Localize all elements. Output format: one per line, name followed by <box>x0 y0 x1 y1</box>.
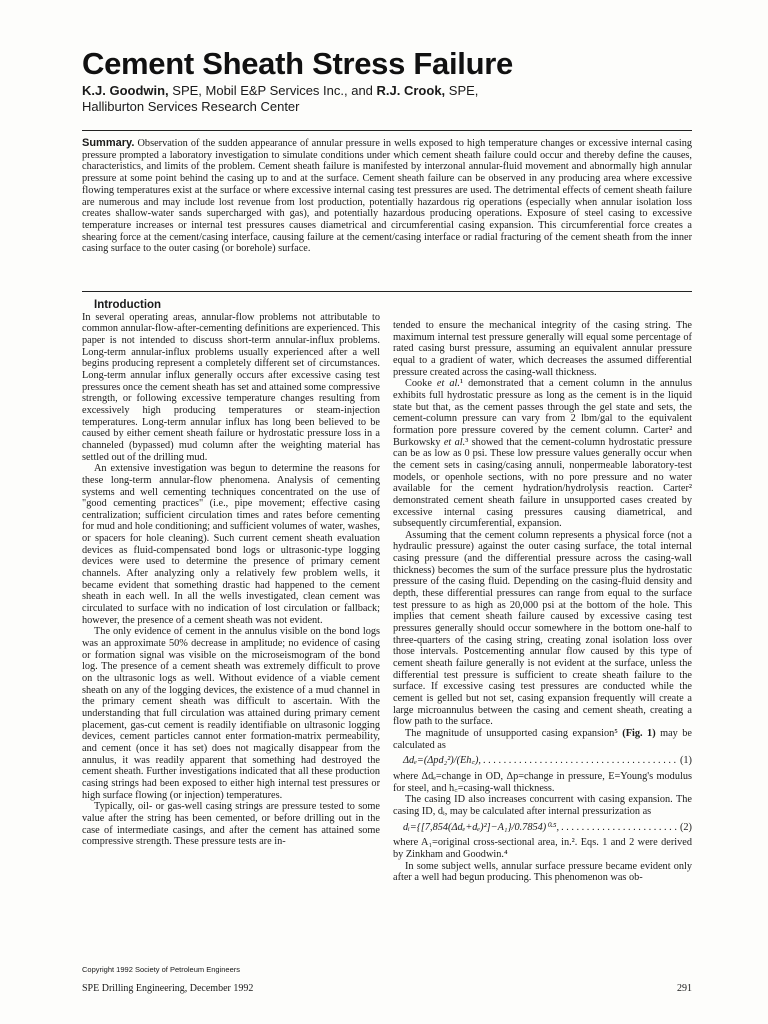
equation-2-number: (2) <box>679 821 692 833</box>
equation-leader <box>483 755 678 767</box>
right-column <box>393 320 692 884</box>
affiliation-spe: SPE, <box>445 83 479 98</box>
text-run: ³ showed that the cement-column hydrostatic pressure can be as low as 0 psi. These low pressure values generally occur when the cement sets in casing/casing annuli, nonpermeable laboratory-test models, or openhole sections, with no pore pressure and no water available for the cement hydration/hydrolysis reaction. Carter² demonstrated cement sheath failure in unsupported cases created by excessive internal casing pressures causing diametrical, and subsequently circumferential, expansion. <box>393 436 692 530</box>
left-column <box>82 300 380 848</box>
copyright-notice: Copyright 1992 Society of Petroleum Engineers <box>82 965 241 974</box>
divider-middle <box>82 291 692 292</box>
right-paragraph-5: where Δdₑ=change in OD, Δp=change in pressure, E=Young's modulus for steel, and h꜀=casing-wall thickness. <box>393 770 692 794</box>
italic-etal: et al. <box>436 378 460 390</box>
right-paragraph-2 <box>393 378 692 530</box>
right-paragraph-3: Assuming that the cement column represents a physical force (not a hydraulic pressure) against the outer casing surface, the total internal casing pressure (and the differential pressure across the casing-wall thickness) becomes the sum of the surface pressure plus the hydrostatic pressure of the casing fluid. Depending on the casing-fluid density and depth, these differential pressures can range from equal to the surface test pressure to as high as 20,000 psi at the bottom of the hole. This implies that cement sheath failure caused by excessive casing test pressures generally should occur somewhere in the bottom one-half to three-quarters of the casing string, creating zonal isolation loss over those intervals. Postcementing annular flow caused by this type of cement sheath failure generally is not evident at the surface, unless the differential test pressure is sufficient to create sheath failure to the surface. If excessive casing test pressures are conducted while the cement is gelled but not set, casing expansion frequently will create a large microannulus between the casing and cement sheath, creating a flow path to the surface. <box>393 529 692 728</box>
intro-paragraph-2: An extensive investigation was begun to determine the reasons for these long-term annular-flow phenomena. Analysis of cementing systems and well cementing techniques concentrated on the use of "good cementing practices" (i.e., pipe movement; effective casing centralization; sufficient circulation times and rates before cementing for mud and hole conditioning; and sufficient volumes of water, washes, or spacers for hole cleaning). Such current cement sheath evaluation devices as fluid-compensated bond logs or ultrasonic-type logging devices were used to determine the presence of primary cement channels. After analyzing only a relatively few problem wells, it became evident that something drastic had happened to the cement sheath in each well. In all the wells investigated, clean cement was circulated to surface with no indication of lost circulation or fallback; however, the presence of a cement sheath was not evident. <box>82 463 380 626</box>
summary-paragraph <box>82 138 692 255</box>
intro-paragraph-1: In several operating areas, annular-flow problems not attributable to common annular-flow-after-cementing definitions are experienced. This paper is not intended to discuss short-term annular-influx problems. Long-term annular-influx problems usually experienced after a well begins producing represent a completely different set of circumstances. Long-term annular influx generally occurs after excessive casing test pressures once the cement sheath has set and attained some compressive strength, or following excessive temperature changes resulting from excessively high producing temperatures or steam-injection temperatures. Long-term annular influx has long been believed to be caused by either cement sheath failure or hydrostatic pressure loss in a channeled (bypassed) mud column after the weighting material has settled out of the drilling mud. <box>82 311 380 463</box>
right-paragraph-7: where A₁=original cross-sectional area, in.². Eqs. 1 and 2 were derived by Zinkham and Goodwin.⁴ <box>393 837 692 860</box>
divider-top <box>82 130 692 131</box>
text-run: Cooke <box>405 378 437 390</box>
right-paragraph-4 <box>393 728 692 751</box>
page-number: 291 <box>677 983 692 994</box>
text-run: ¹ demonstrated that a cement column in the annulus exhibits full hydrostatic pressure as long as the cement is in the liquid state but that, as the cement passes through the gel state and sets, the cement-column pressure can vary from 2 lbm/gal to the equivalent formation pore pressure covered by the cement column. Carter² and Burkowsky <box>393 378 692 448</box>
equation-1-number: (1) <box>679 755 692 767</box>
affiliation-halliburton: Halliburton Services Research Center <box>82 99 300 114</box>
equation-1-formula: Δdₑ=(Δpd₂²)/(Eh꜀), <box>403 755 481 767</box>
equation-2 <box>403 822 692 834</box>
right-paragraph-1: tended to ensure the mechanical integrity of the casing string. The maximum internal test pressure generally will equal some percentage of rated casing burst pressure, assuming an equivalent annular pressure equal to a gradient of water, which decreases the assumed differential pressure created across the casing-wall thickness. <box>393 320 692 378</box>
right-paragraph-8: In some subject wells, annular surface pressure became evident only after a well had begun producing. This phenomenon was ob- <box>393 860 692 884</box>
summary-text: Observation of the sudden appearance of annular pressure in wells exposed to high temperature changes or excessive internal casing pressure prompted a laboratory investigation to simulate conditions under which cement sheath failure could occur and thereby define the causes, characteristics, and limits of the problem. Cement sheath failure is manifested by interzonal annular-fluid movement and abnormally high annular pressure at some point behind the casing up to and at the surface. Cement sheath failure can be observed in any producing area where excessive flowing temperatures exist at the surface or where excessive internal casing test pressures are used. The detrimental effects of cement sheath failure are numerous and may include lost revenue from lost production, potentially hazardous rig operations (especially when annular isolation loss creates shallow-water sands supercharged with gas), and potentially hazardous producing operations. Exposure of steel casing to excessive temperature increases or internal test pressures causes diametrical and circumferential casing expansion. This circumferential force creates a shearing force at the cement/casing interface, causing failure at the cement/casing interface or radial fracturing of the cement sheath from the inner casing surface to the outer casing (or borehole) surface. <box>82 138 692 255</box>
summary-label: Summary. <box>82 137 135 149</box>
text-run: The magnitude of unsupported casing expansion⁵ <box>405 727 623 739</box>
equation-leader <box>561 822 678 834</box>
paper-title: Cement Sheath Stress Failure <box>82 46 513 81</box>
journal-footer: SPE Drilling Engineering, December 1992 <box>82 983 254 994</box>
intro-paragraph-4: Typically, oil- or gas-well casing strings are pressure tested to some value after the string has been cemented, or before drilling out in the case of intermediate casings, and after the cement has attained some compressive strength. These pressure tests are in- <box>82 801 380 848</box>
affiliation-mobil: SPE, Mobil E&P Services Inc., and <box>168 83 377 98</box>
text-run: may be calculated as <box>393 727 692 751</box>
author-block <box>82 83 692 115</box>
right-paragraph-6: The casing ID also increases concurrent with casing expansion. The casing ID, dᵢ, may be calculated after internal pressurization as <box>393 794 692 817</box>
figure-reference: (Fig. 1) <box>622 727 656 739</box>
section-heading-introduction: Introduction <box>94 299 162 311</box>
intro-paragraph-3: The only evidence of cement in the annulus visible on the bond logs was an approximate 50% decrease in amplitude; no evidence of casing or formation signal was visible on the microseismogram of the bond log. The presence of a cement sheath was extremely difficult to prove on the ultrasonic logs as well. Without evidence of a viable cement sheath on any of the logging devices, the existence of a mud channel in the primary cement sheath was difficult to ascertain. With the understanding that full circulation was attained during primary cement placement, gas-cut cement is readily identifiable on ultrasonic logging devices, cement particles cannot enter formation-matrix permeability, and cement (once it has set) does not magically disappear from the annulus, it was readily apparent that something had destroyed the cement sheath. Further investigations indicated that all these production casing strings had been exposed to either high internal test pressures or high surface flowing (or injection) temperatures. <box>82 626 380 801</box>
author-crook: R.J. Crook, <box>376 83 446 98</box>
equation-2-formula: dᵢ={[7,854(Δdₑ+dₑ)²]−A₁}/0.7854)⁰·⁵, <box>403 821 560 833</box>
author-goodwin: K.J. Goodwin, <box>82 83 169 98</box>
italic-etal: et al. <box>443 436 466 448</box>
equation-1 <box>403 755 692 767</box>
